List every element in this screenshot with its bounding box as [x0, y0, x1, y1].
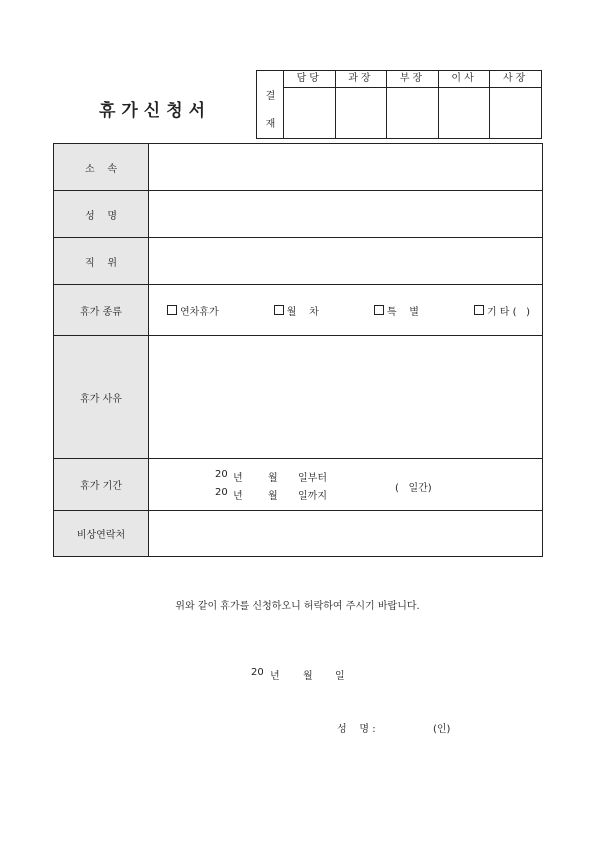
approval-header: 부장 [387, 71, 438, 88]
checkbox-icon[interactable] [474, 305, 484, 315]
approval-column-director [439, 71, 491, 138]
approval-header: 담당 [284, 71, 335, 88]
leave-option-monthly[interactable] [274, 303, 319, 318]
from-month-unit: 월 [268, 473, 278, 484]
position-label: 직 위 [54, 238, 149, 284]
approval-column-president [490, 71, 541, 138]
approval-column-department-head [387, 71, 439, 138]
leave-option-annual[interactable] [167, 303, 219, 318]
approval-header: 이사 [439, 71, 490, 88]
period-label: 휴가 기간 [54, 459, 149, 510]
approval-column-section-chief [336, 71, 388, 138]
emergency-contact-field[interactable] [149, 511, 542, 556]
from-year-prefix: 20 [215, 469, 228, 480]
to-year-unit: 년 [233, 491, 243, 502]
leave-type-label: 휴가 종류 [54, 285, 149, 335]
affiliation-field[interactable] [149, 144, 542, 190]
name-field[interactable] [149, 191, 542, 237]
leave-option-label: 월 차 [286, 306, 319, 318]
period-field[interactable] [149, 459, 542, 510]
name-label: 성 명 [54, 191, 149, 237]
checkbox-icon[interactable] [167, 305, 177, 315]
position-field[interactable] [149, 238, 542, 284]
approval-side-bottom: 재 [265, 119, 276, 130]
leave-option-label: 연차휴가 [180, 306, 219, 318]
affiliation-label: 소 속 [54, 144, 149, 190]
row-period [54, 459, 542, 511]
leave-request-table [53, 143, 543, 557]
checkbox-icon[interactable] [374, 305, 384, 315]
request-statement: 위와 같이 휴가를 신청하오니 허락하여 주시기 바랍니다. [175, 601, 420, 612]
approval-header: 사장 [490, 71, 541, 88]
period-dates [215, 469, 365, 503]
row-affiliation [54, 144, 542, 191]
reason-label: 휴가 사유 [54, 336, 149, 458]
leave-option-label: 특 별 [386, 306, 419, 318]
approval-side-top: 결 [265, 91, 276, 102]
approval-box [256, 70, 542, 139]
approval-header: 과장 [336, 71, 387, 88]
approval-side-label [257, 71, 284, 138]
leave-option-label: 기 타 ( ) [486, 306, 530, 318]
to-day-unit: 일까지 [298, 491, 327, 502]
approval-column-manager [284, 71, 336, 138]
date-month-unit: 월 [303, 671, 313, 682]
leave-option-special[interactable] [374, 303, 419, 318]
row-position [54, 238, 542, 285]
date-year-prefix: 20 [251, 667, 264, 678]
to-year-prefix: 20 [215, 487, 228, 498]
checkbox-icon[interactable] [274, 305, 284, 315]
date-year-unit: 년 [270, 671, 280, 682]
reason-field[interactable] [149, 336, 542, 458]
period-days: ( 일간) [395, 483, 432, 494]
leave-type-options [149, 285, 542, 335]
from-year-unit: 년 [233, 473, 243, 484]
seal-mark: (인) [433, 724, 451, 735]
from-day-unit: 일부터 [298, 473, 327, 484]
row-name [54, 191, 542, 238]
leave-option-other[interactable] [474, 303, 530, 318]
signature-label: 성 명 : [337, 724, 376, 735]
row-leave-type [54, 285, 542, 336]
row-reason [54, 336, 542, 459]
to-month-unit: 월 [268, 491, 278, 502]
date-day-unit: 일 [335, 671, 345, 682]
emergency-contact-label: 비상연락처 [54, 511, 149, 556]
row-emergency-contact [54, 511, 542, 556]
page-title: 휴가신청서 [98, 101, 212, 121]
